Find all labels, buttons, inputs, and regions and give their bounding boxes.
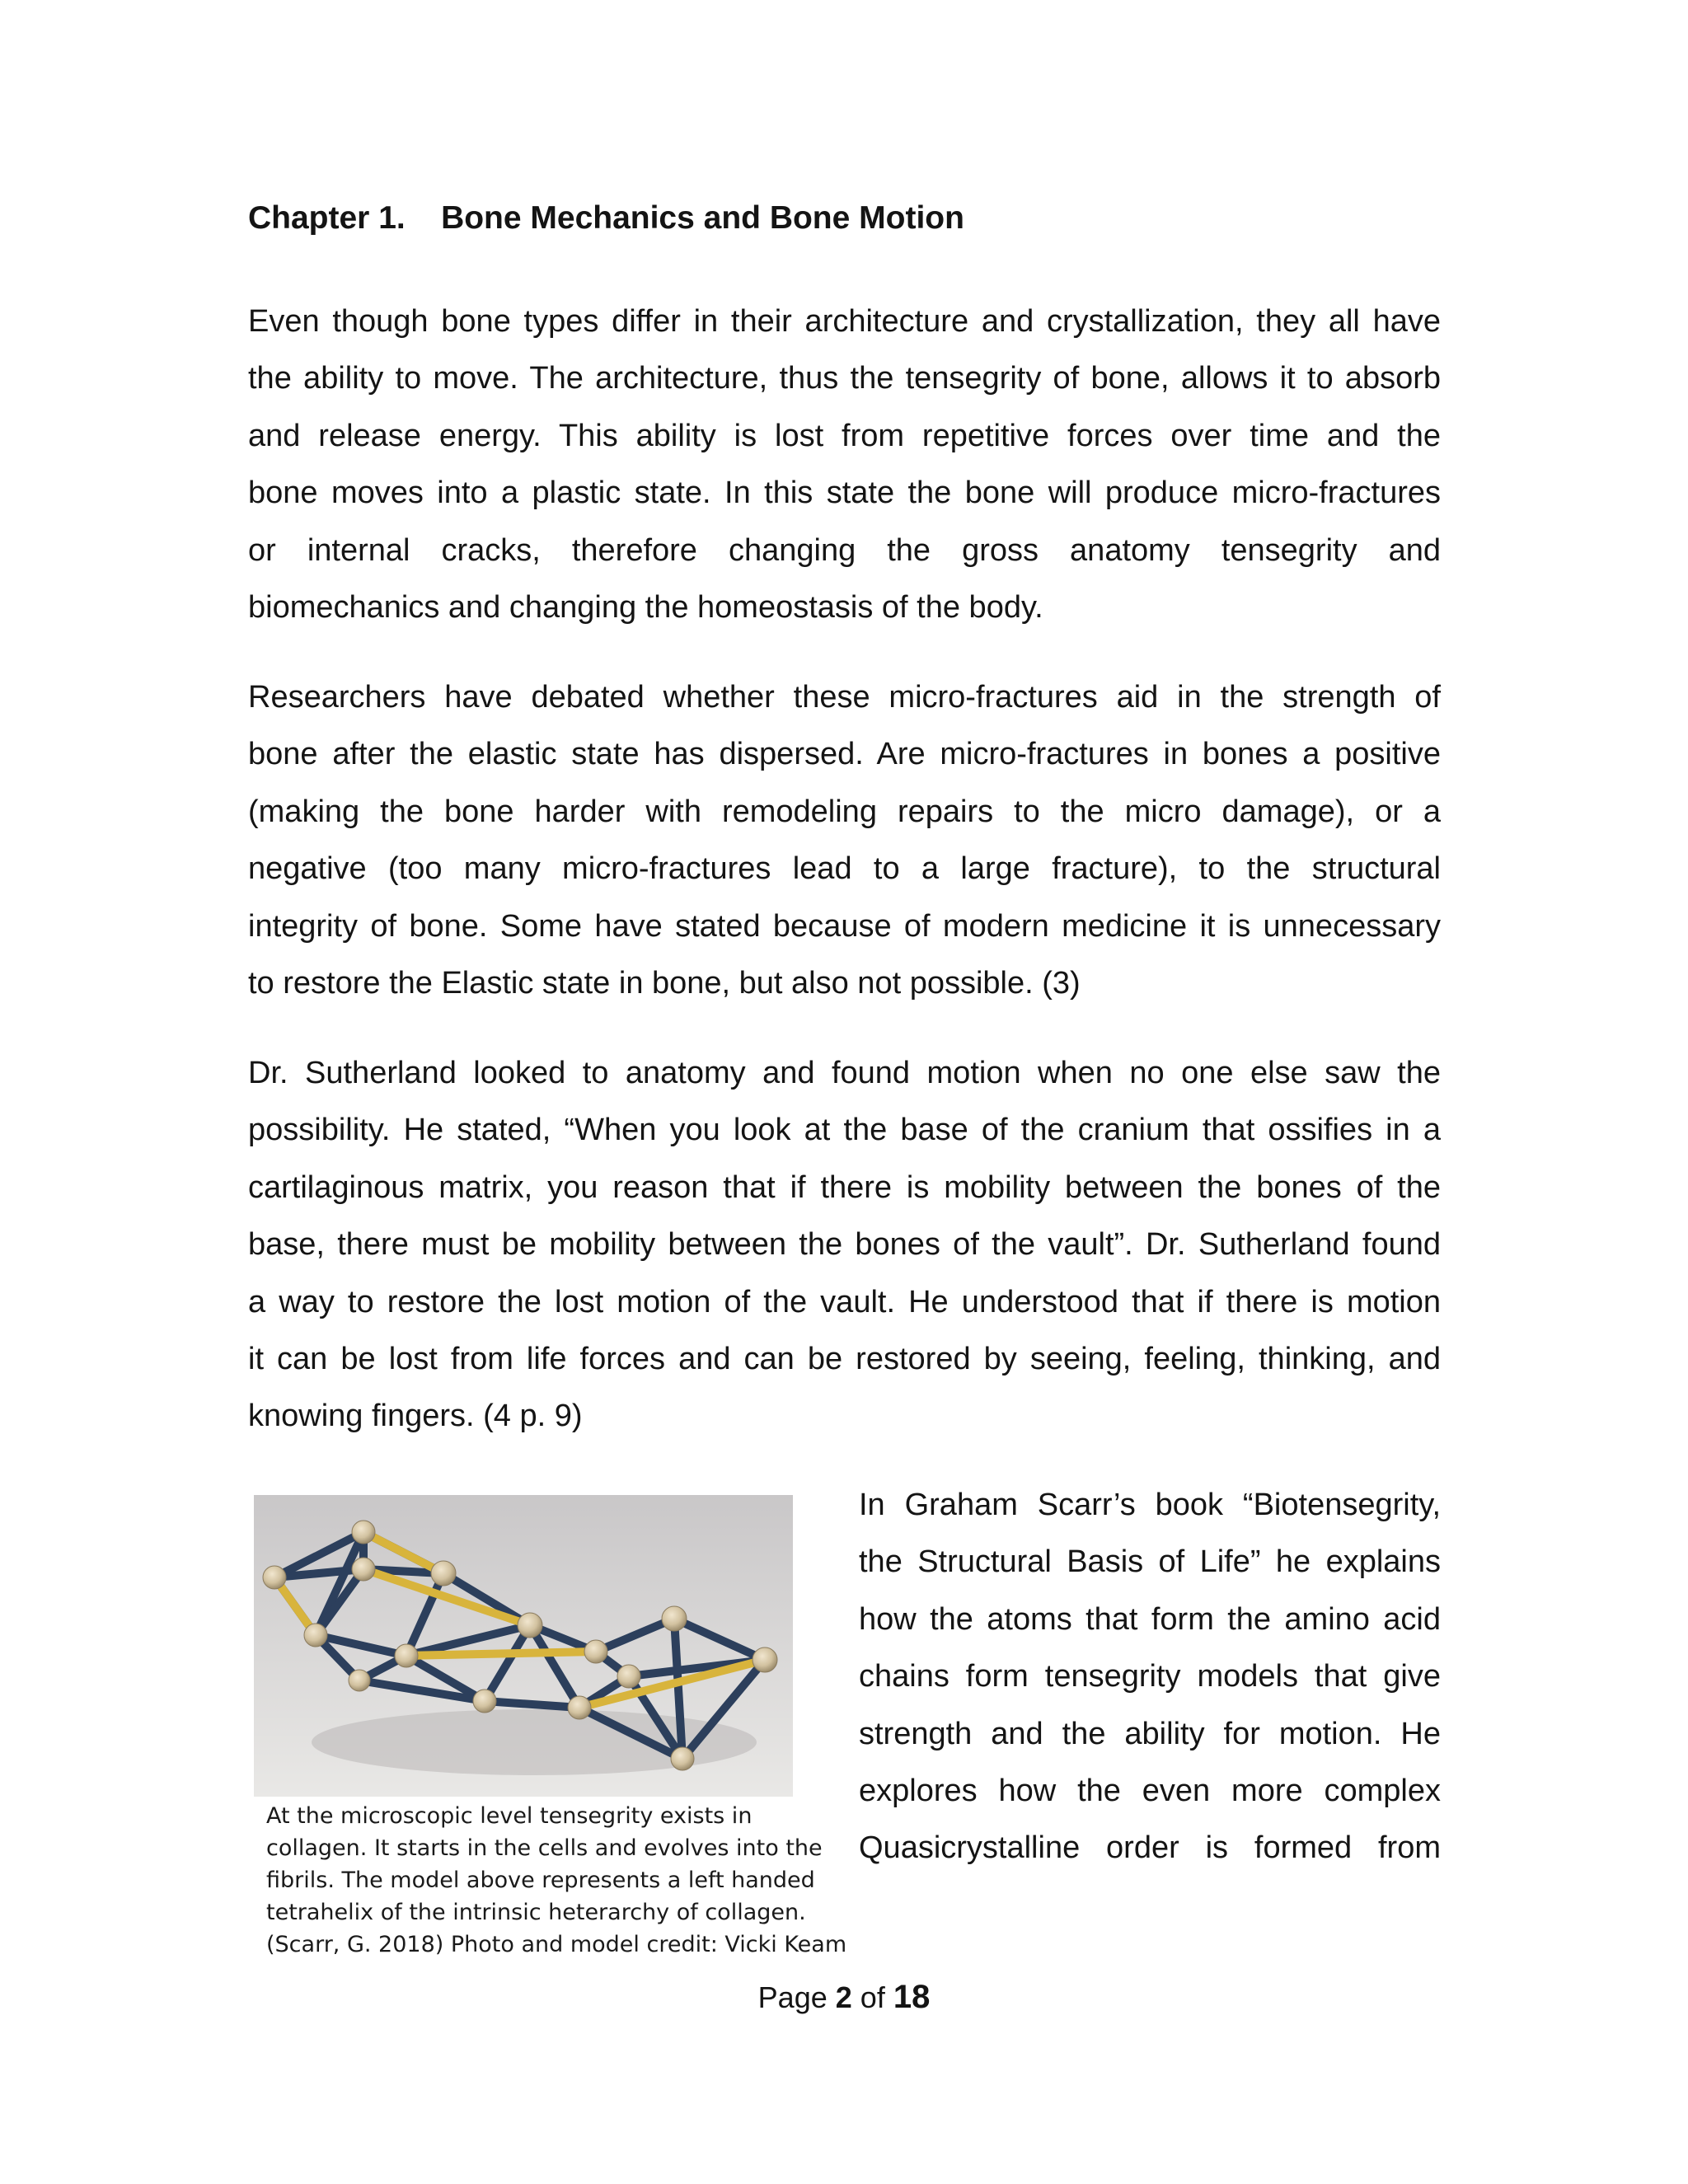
text-line: bone after the elastic state has dispersed. Are micro-fractures in bones a positive (248, 737, 1441, 772)
caption-line: At the microscopic level tensegrity exists in (266, 1803, 753, 1829)
text-line: Dr. Sutherland looked to anatomy and found motion when no one else saw the (248, 1056, 1441, 1090)
text-line: (making the bone harder with remodeling repairs to the micro damage), or a (248, 794, 1441, 829)
paragraph-micro-fractures (248, 669, 1441, 1012)
text-line: strength and the ability for motion. He (859, 1716, 1441, 1751)
page-separator: of (860, 1980, 885, 2014)
caption-line: tetrahelix of the intrinsic heterarchy of collagen. (266, 1900, 806, 1925)
caption-line: (Scarr, G. 2018) Photo and model credit: Vicki Keam (266, 1932, 847, 1957)
text-line: base, there must be mobility between the bones of the vault”. Dr. Sutherland found (248, 1227, 1441, 1263)
text-line: Even though bone types differ in their architecture and crystallization, they all have (248, 304, 1441, 339)
text-line: possibility. He stated, “When you look at the base of the cranium that ossifies in a (248, 1113, 1441, 1148)
tensegrity-figure (254, 1495, 847, 1967)
text-line: integrity of bone. Some have stated because of modern medicine it is unnecessary (248, 908, 1441, 944)
chapter-number: Chapter 1. (248, 200, 406, 236)
total-page-count: 18 (893, 1979, 931, 2015)
tetrahelix-model-photo (254, 1495, 793, 1797)
figure-caption (266, 1800, 847, 1961)
paragraph-bone-elasticity (248, 293, 1441, 636)
tetrahelix-model-illustration (254, 1495, 793, 1797)
text-line: how the atoms that form the amino acid (859, 1601, 1441, 1637)
text-line: and release energy. This ability is lost from repetitive forces over time and the (248, 418, 1441, 453)
text-line: or internal cracks, therefore changing the gross anatomy tensegrity and (248, 532, 1441, 568)
text-line: knowing fingers. (4 p. 9) (248, 1399, 583, 1434)
text-line: cartilaginous matrix, you reason that if there is mobility between the bones of the (248, 1169, 1441, 1205)
text-line: it can be lost from life forces and can be restored by seeing, feeling, thinking, and (248, 1342, 1441, 1377)
paragraph-sutherland (248, 1045, 1441, 1446)
current-page-number: 2 (835, 1980, 852, 2014)
caption-line: fibrils. The model above represents a left handed (266, 1868, 815, 1893)
text-line: negative (too many micro-fractures lead to a large fracture), to the structural (248, 851, 1441, 887)
page-prefix: Page (757, 1980, 828, 2014)
paragraph-scarr-biotensegrity (859, 1477, 1441, 1877)
text-line: chains form tensegrity models that give (859, 1659, 1441, 1694)
chapter-heading (248, 195, 964, 241)
text-line: the Structural Basis of Life” he explains (859, 1544, 1441, 1580)
chapter-title: Bone Mechanics and Bone Motion (441, 200, 964, 236)
text-line: In Graham Scarr’s book “Biotensegrity, (859, 1488, 1441, 1522)
text-line: a way to restore the lost motion of the vault. He understood that if there is motion (248, 1284, 1441, 1319)
caption-line: collagen. It starts in the cells and evolves into the (266, 1835, 823, 1861)
text-line: the ability to move. The architecture, thus the tensegrity of bone, allows it to absorb (248, 361, 1441, 396)
page-number-footer (0, 1976, 1688, 2018)
text-line: Quasicrystalline order is formed from (859, 1830, 1441, 1866)
text-line: bone moves into a plastic state. In this state the bone will produce micro-fractures (248, 476, 1441, 511)
text-line: biomechanics and changing the homeostasis of the body. (248, 590, 1043, 626)
text-line: explores how the even more complex (859, 1774, 1441, 1809)
text-line: to restore the Elastic state in bone, but also not possible. (3) (248, 966, 1081, 1001)
text-line: Researchers have debated whether these micro-fractures aid in the strength of (248, 680, 1441, 715)
